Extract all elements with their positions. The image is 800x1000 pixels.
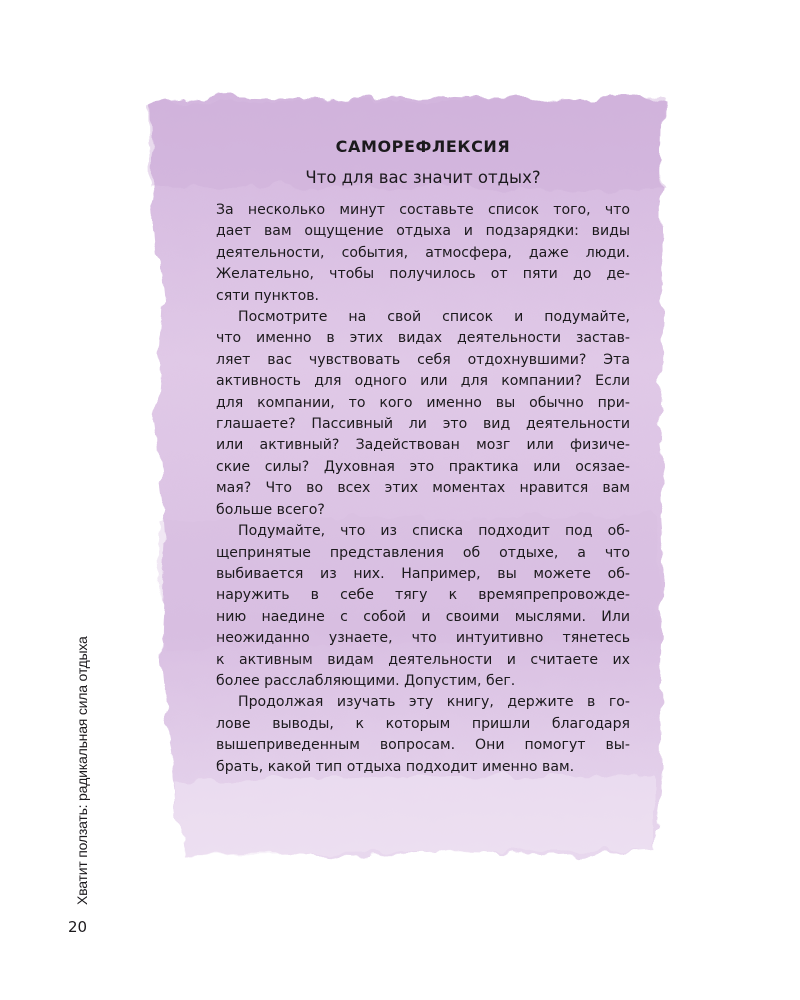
text-line: ские силы? Духовная это практика или осязае- (216, 458, 630, 475)
text-line: для компании, то кого именно вы обычно при- (216, 394, 630, 411)
text-line: щепринятые представления об отдыхе, а что (216, 544, 630, 561)
text-line: Желательно, чтобы получилось от пяти до де- (216, 266, 630, 283)
paragraph-3 (216, 521, 630, 692)
text-line: выбивается из них. Например, вы можете об- (216, 565, 630, 582)
text-line: деятельности, события, атмосфера, даже люди. (216, 244, 630, 261)
text-line: вышеприведенным вопросам. Они помогут вы- (216, 737, 630, 754)
text-line: наружить в себе тягу к времяпрепровожде- (216, 587, 630, 604)
text-line: За несколько минут составьте список того, что (216, 202, 630, 218)
paragraph-4 (216, 692, 630, 778)
text-line: неожиданно узнаете, что интуитивно тянетесь (216, 630, 630, 647)
text-line: нию наедине с собой и своими мыслями. Или (216, 608, 630, 625)
text-line: Продолжая изучать эту книгу, держите в го- (238, 694, 630, 711)
running-head-book-title: Хватит ползать: радикальная сила отдыха (74, 636, 90, 905)
text-line: ляет вас чувствовать себя отдохнувшими? Эта (216, 351, 630, 368)
text-line: дает вам ощущение отдыха и подзарядки: виды (216, 223, 630, 240)
text-line: активность для одного или для компании? Если (216, 373, 630, 390)
text-line: мая? Что во всех этих моментах нравится вам (216, 480, 630, 497)
text-line: глашаете? Пассивный ли это вид деятельности (216, 416, 630, 433)
text-line: или активный? Задействован мозг или физиче- (216, 437, 630, 454)
text-line: более расслабляющими. Допустим, бег. (216, 672, 516, 689)
text-line: к активным видам деятельности и считаете их (216, 651, 630, 668)
section-label: САМОРЕФЛЕКСИЯ (335, 137, 511, 156)
text-line: сяти пунктов. (216, 287, 319, 304)
text-line: больше всего? (216, 501, 325, 518)
text-line: что именно в этих видах деятельности застав- (216, 330, 630, 347)
text-line: лове выводы, к которым пришли благодаря (216, 715, 630, 732)
reflection-box (216, 137, 630, 778)
paragraph-2 (216, 307, 630, 521)
text-line: Подумайте, что из списка подходит под об- (238, 523, 630, 540)
question-heading: Что для вас значит отдых? (305, 168, 541, 187)
text-line: брать, какой тип отдыха подходит именно вам. (216, 758, 575, 775)
paragraph-1 (216, 200, 630, 307)
text-line: Посмотрите на свой список и подумайте, (238, 309, 630, 326)
page-number: 20 (68, 918, 88, 936)
